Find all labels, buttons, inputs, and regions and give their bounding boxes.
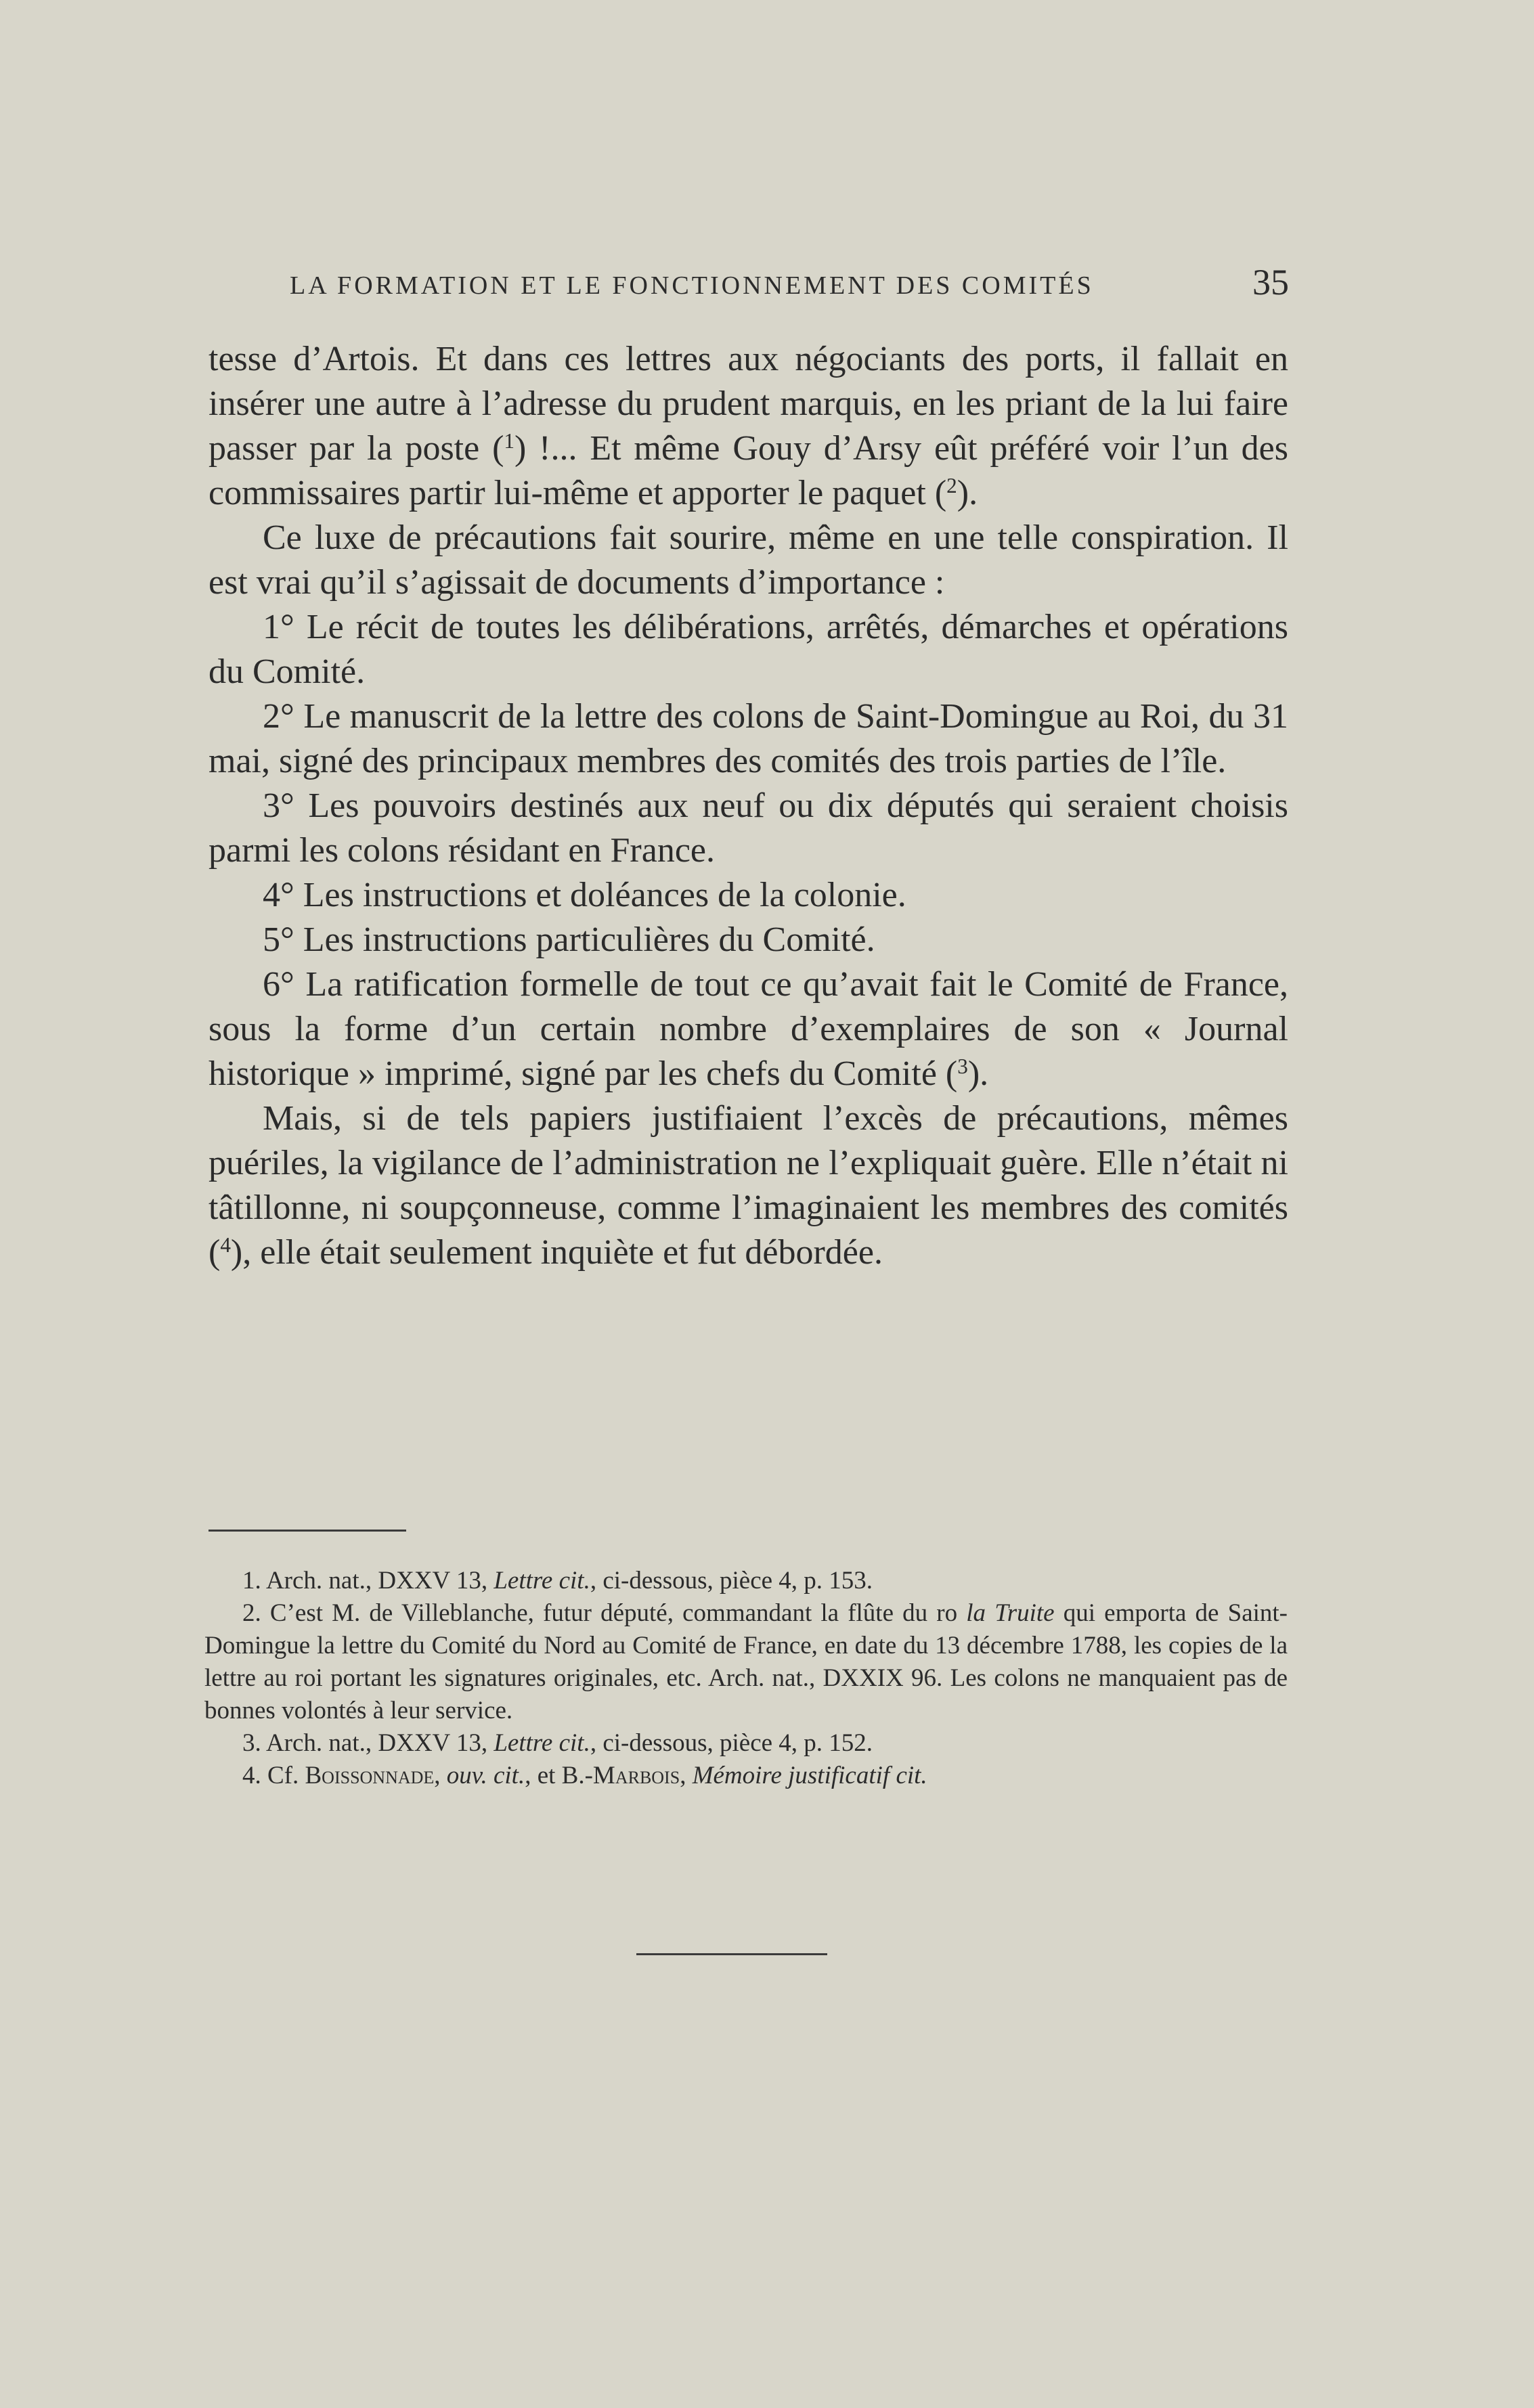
- footnote-ref-1: 1: [504, 428, 514, 453]
- list-item-6: 6° La ratification formelle de tout ce qu’avait fait le Comité de France, sous la forme d’un certain nombre d’exemplaires de son « Journal historique » imprimé, signé par les chefs du Comité ($^3$).: [209, 965, 1288, 1093]
- footnote-4: 4. Cf. Boissonnade, ouv. cit., et B.-Marbois, Mémoire justificatif cit.: [242, 1762, 927, 1789]
- list-item-5: 5° Les instructions particulières du Comité.: [263, 920, 875, 959]
- body-text: [209, 337, 1288, 1275]
- list-item-3: 3° Les pouvoirs destinés aux neuf ou dix députés qui seraient choisis parmi les colons résidant en France.: [209, 786, 1288, 870]
- paragraph-2: Ce luxe de précautions fait sourire, même en une telle conspiration. Il est vrai qu’il s’agissait de documents d’importance :: [209, 518, 1288, 602]
- end-divider: [636, 1953, 827, 1955]
- footnote-2: 2. C’est M. de Villeblanche, futur député, commandant la flûte du ro la Truite qui emporta de Saint-Domingue la lettre du Comité du Nord au Comité de France, en date du 13 décembre 1788, les copies de la lettre au roi portant les signatures originales, etc. Arch. nat., DXXIX 96. Les colons ne manquaient pas de bonnes volontés à leur service.: [204, 1599, 1288, 1724]
- paragraph-3: Mais, si de tels papiers justifiaient l’excès de précautions, mêmes puériles, la vigilance de l’administration ne l’expliquait guère. Elle n’était ni tâtillonne, ni soupçonneuse, comme l’imaginaient les membres des comités ($^4$), elle était seulement inquiète et fut débordée.: [209, 1099, 1288, 1272]
- list-item-1: 1° Le récit de toutes les délibérations, arrêtés, démarches et opérations du Comité.: [209, 608, 1288, 691]
- list-item-4: 4° Les instructions et doléances de la colonie.: [263, 876, 906, 914]
- footnote-3: 3. Arch. nat., DXXV 13, Lettre cit., ci-dessous, pièce 4, p. 152.: [242, 1729, 873, 1757]
- list-item-2: 2° Le manuscrit de la lettre des colons de Saint-Domingue au Roi, du 31 mai, signé des principaux membres des comités des trois parties de l’île.: [209, 697, 1288, 780]
- footnote-ref-4: 4: [220, 1232, 231, 1257]
- footnote-ref-2: 2: [946, 473, 957, 497]
- footnote-divider: [209, 1530, 406, 1532]
- paragraph-1: tesse d’Artois. Et dans ces lettres aux négociants des ports, il fallait en insérer une autre à l’adresse du prudent marquis, en les priant de la lui faire passer par la poste ($^1$) !... Et même Gouy d’Arsy eût préféré voir l’un des commissaires partir lui-même et apporter le paquet ($^2$).: [209, 340, 1289, 512]
- footnote-ref-3: 3: [957, 1054, 968, 1078]
- page-number: 35: [1252, 262, 1289, 303]
- running-title: LA FORMATION ET LE FONCTIONNEMENT DES COMITÉS: [290, 271, 1094, 300]
- footnote-1: 1. Arch. nat., DXXV 13, Lettre cit., ci-dessous, pièce 4, p. 153.: [242, 1567, 873, 1595]
- running-head: [215, 261, 1290, 309]
- footnotes: [204, 1565, 1288, 1792]
